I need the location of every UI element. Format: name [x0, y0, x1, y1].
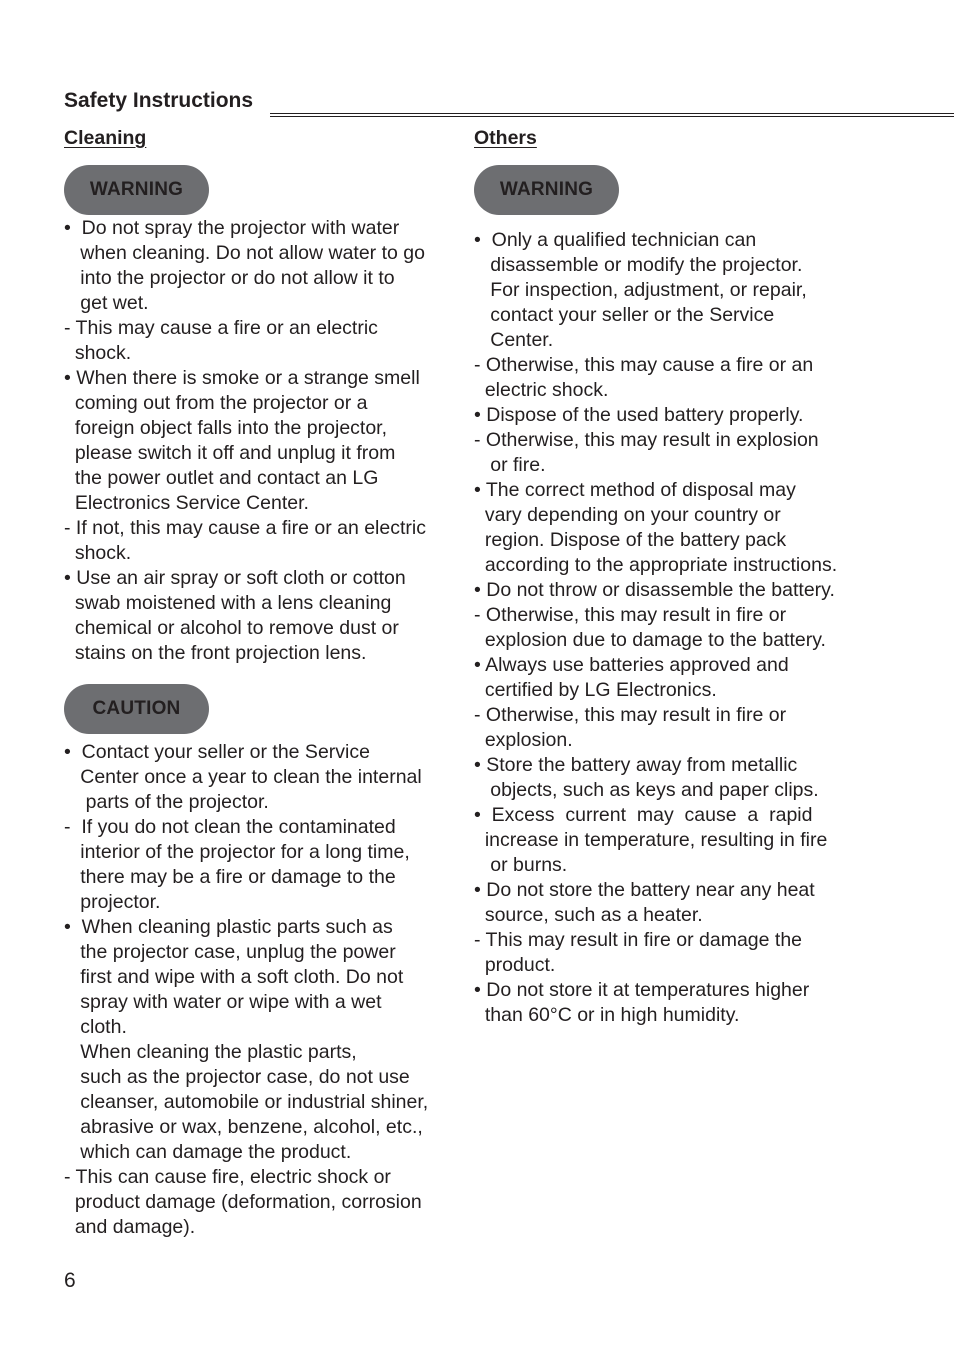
text-line: - Otherwise, this may result in fire or [474, 704, 787, 726]
text-line: When cleaning the plastic parts, [64, 1041, 357, 1063]
page-title: Safety Instructions [64, 89, 254, 112]
text-line: • Always use batteries approved and [474, 654, 789, 676]
text-line: coming out from the projector or a [64, 392, 368, 414]
text-line: spray with water or wipe with a wet [64, 991, 382, 1013]
text-line: - This may cause a fire or an electric [64, 317, 378, 339]
text-line: and damage). [64, 1216, 196, 1238]
text-line: objects, such as keys and paper clips. [474, 779, 819, 801]
text-line: abrasive or wax, benzene, alcohol, etc., [64, 1116, 423, 1138]
text-line: • Use an air spray or soft cloth or cotton [64, 567, 406, 589]
cleaning-warning-badge: WARNING [64, 165, 209, 215]
page-number: 6 [64, 1269, 76, 1292]
text-line: - Otherwise, this may cause a fire or an [474, 354, 814, 376]
text-line: cleanser, automobile or industrial shiner, [64, 1091, 429, 1113]
text-line: explosion. [474, 729, 573, 751]
text-line: than 60°C or in high humidity. [474, 1004, 740, 1026]
text-line: Electronics Service Center. [64, 492, 309, 514]
text-line: stains on the front projection lens. [64, 642, 367, 664]
text-line: or fire. [474, 454, 546, 476]
text-line: • Only a qualified technician can [474, 229, 757, 251]
text-line: such as the projector case, do not use [64, 1066, 410, 1088]
text-line: • Contact your seller or the Service [64, 741, 370, 763]
text-line: cloth. [64, 1016, 127, 1038]
text-line: interior of the projector for a long time, [64, 841, 410, 863]
text-line: source, such as a heater. [474, 904, 703, 926]
text-line: • Do not store it at temperatures higher [474, 979, 810, 1001]
text-line: • Excess current may cause a rapid [474, 804, 813, 826]
text-line: certified by LG Electronics. [474, 679, 717, 701]
others-warning-badge: WARNING [474, 165, 619, 215]
text-line: - This can cause fire, electric shock or [64, 1166, 391, 1188]
text-line: disassemble or modify the projector. [474, 254, 803, 276]
text-line: according to the appropriate instructions. [474, 554, 838, 576]
text-line: electric shock. [474, 379, 609, 401]
text-line: • The correct method of disposal may [474, 479, 796, 501]
header-rule [270, 116, 954, 117]
text-line: swab moistened with a lens cleaning [64, 592, 392, 614]
text-line: product. [474, 954, 556, 976]
text-line: get wet. [64, 292, 149, 314]
text-line: Center. [474, 329, 554, 351]
text-line: product damage (deformation, corrosion [64, 1191, 422, 1213]
text-line: the projector case, unplug the power [64, 941, 396, 963]
text-line: - Otherwise, this may result in fire or [474, 604, 787, 626]
text-line: when cleaning. Do not allow water to go [64, 242, 425, 264]
text-line: Center once a year to clean the internal [64, 766, 422, 788]
text-line: which can damage the product. [64, 1141, 352, 1163]
text-line: • Do not store the battery near any heat [474, 879, 815, 901]
header-rule [270, 113, 954, 114]
text-line: • When there is smoke or a strange smell [64, 367, 420, 389]
text-line: the power outlet and contact an LG [64, 467, 379, 489]
text-line: • Store the battery away from metallic [474, 754, 798, 776]
text-line: into the projector or do not allow it to [64, 267, 395, 289]
cleaning-caution-badge: CAUTION [64, 684, 209, 734]
text-line: increase in temperature, resulting in fire [474, 829, 828, 851]
text-line: region. Dispose of the battery pack [474, 529, 787, 551]
text-line: - This may result in fire or damage the [474, 929, 803, 951]
text-line: contact your seller or the Service [474, 304, 775, 326]
text-line: shock. [64, 542, 132, 564]
text-line: projector. [64, 891, 161, 913]
others-heading: Others [474, 127, 537, 149]
text-line: please switch it off and unplug it from [64, 442, 396, 464]
text-line: shock. [64, 342, 132, 364]
text-line: - Otherwise, this may result in explosion [474, 429, 819, 451]
text-line: For inspection, adjustment, or repair, [474, 279, 807, 301]
text-line: foreign object falls into the projector, [64, 417, 388, 439]
text-line: - If you do not clean the contaminated [64, 816, 396, 838]
text-line: - If not, this may cause a fire or an electric [64, 517, 426, 539]
text-line: • Do not throw or disassemble the battery. [474, 579, 835, 601]
text-line: first and wipe with a soft cloth. Do not [64, 966, 404, 988]
text-line: chemical or alcohol to remove dust or [64, 617, 399, 639]
text-line: or burns. [474, 854, 568, 876]
text-line: • When cleaning plastic parts such as [64, 916, 393, 938]
text-line: parts of the projector. [64, 791, 269, 813]
cleaning-heading: Cleaning [64, 127, 147, 149]
text-line: there may be a fire or damage to the [64, 866, 396, 888]
text-line: explosion due to damage to the battery. [474, 629, 826, 651]
text-line: • Do not spray the projector with water [64, 217, 400, 239]
text-line: vary depending on your country or [474, 504, 781, 526]
text-line: • Dispose of the used battery properly. [474, 404, 804, 426]
